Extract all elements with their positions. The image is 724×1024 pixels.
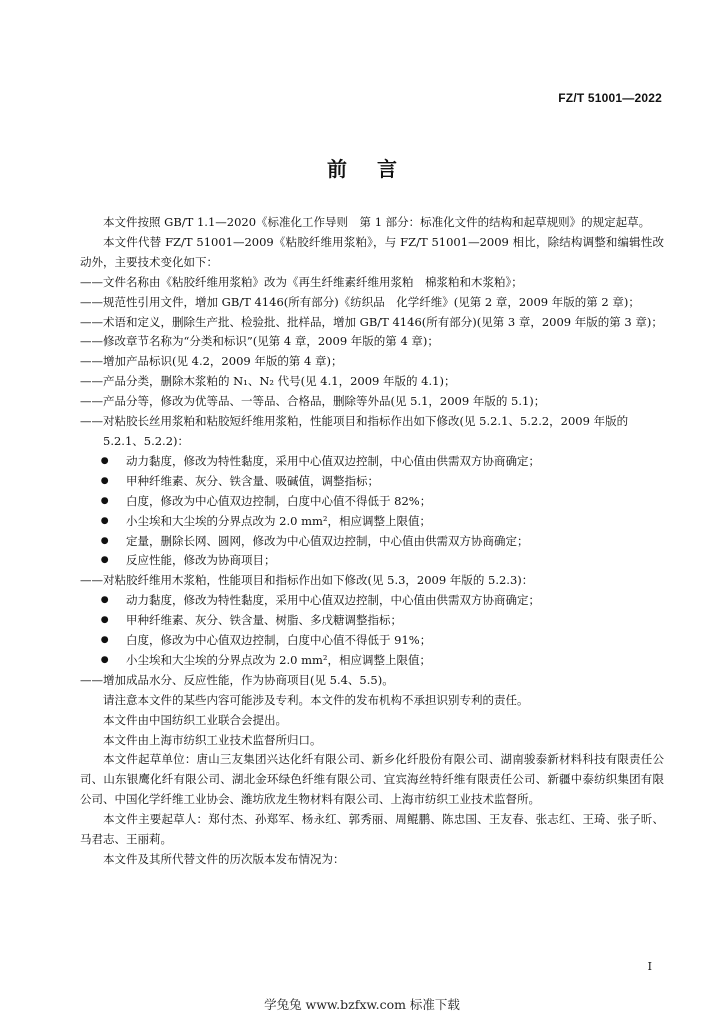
sub-item-text: 白度，修改为中心值双边控制，白度中心值不得低于 91%； (126, 633, 432, 648)
closing-paragraph: 本文件及其所代替文件的历次版本发布情况为： (103, 852, 345, 866)
sub-item-text: 定量，删除长网、圆网，修改为中心值双边控制，中心值由供需双方协商确定； (126, 533, 529, 548)
sub-item (80, 631, 664, 651)
sub-item (80, 472, 664, 492)
sub-item-text: 白度，修改为中心值双边控制，白度中心值不得低于 82%； (126, 493, 432, 508)
bullet-icon: ● (100, 455, 109, 466)
bullet-icon: ● (100, 555, 109, 566)
change-item: ——修改章节名称为“分类和标识”(见第 4 章，2009 年版的第 4 章)； (80, 334, 439, 349)
drafters: 本文件主要起草人：郑付杰、孙郑军、杨永红、郭秀丽、周鲲鹏、陈忠国、王友春、张志红、王琦、张子昕、马君志、王丽莉。 (80, 812, 664, 847)
sub-item-text: 小尘埃和大尘埃的分界点改为 2.0 mm²，相应调整上限值； (126, 652, 432, 667)
bullet-icon: ● (100, 654, 109, 665)
sub-item (80, 651, 664, 671)
page-number: I (647, 960, 652, 973)
closing-paragraph: 请注意本文件的某些内容可能涉及专利。本文件的发布机构不承担识别专利的责任。 (103, 692, 529, 707)
change-item: ——增加成品水分、反应性能，作为协商项目(见 5.4、5.5)。 (80, 672, 394, 687)
sub-item (80, 452, 664, 472)
sub-item-text: 反应性能，修改为协商项目； (126, 553, 276, 568)
change-list (80, 273, 664, 691)
change-item: ——对粘胶长丝用浆粕和粘胶短纤维用浆粕，性能项目和指标作出如下修改(见 5.2.1、5.2.2，2009 年版的 5.2.1、5.2.2)： (80, 414, 629, 448)
sub-item-text: 小尘埃和大尘埃的分界点改为 2.0 mm²，相应调整上限值； (126, 513, 432, 528)
closing-paragraph: 本文件由上海市纺织工业技术监督所归口。 (103, 732, 322, 747)
change-item: ——规范性引用文件，增加 GB/T 4146(所有部分)《纺织品 化学纤维》(见第 2 章，2009 年版的第 2 章)； (80, 294, 640, 309)
change-item: ——产品分类，删除木浆粕的 N₁、N₂ 代号(见 4.1，2009 年版的 4.1)； (80, 374, 456, 389)
sub-item (80, 532, 664, 552)
sub-item-text: 甲种纤维素、灰分、铁含量、吸碱值，调整指标； (126, 473, 379, 488)
sub-item-text: 动力黏度，修改为特性黏度，采用中心值双边控制，中心值由供需双方协商确定； (126, 593, 540, 608)
page-title: 前言 (327, 157, 427, 181)
watermark-text: 学兔兔 www.bzfxw.com 标准下载 (264, 997, 460, 1012)
change-item: ——文件名称由《粘胶纤维用浆粕》改为《再生纤维素纤维用浆粕 棉浆粕和木浆粕》； (80, 274, 523, 289)
bullet-icon: ● (100, 495, 109, 506)
bullet-icon: ● (100, 635, 109, 646)
bullet-icon: ● (100, 595, 109, 606)
change-item: ——术语和定义，删除生产批、检验批、批样品，增加 GB/T 4146(所有部分)(见第 3 章，2009 年版的第 3 章)； (80, 314, 663, 329)
bullet-icon: ● (100, 615, 109, 626)
drafting-units: 本文件起草单位：唐山三友集团兴达化纤有限公司、新乡化纤股份有限公司、湖南骏泰新材料科技有限责任公司、山东银鹰化纤有限公司、湖北金环绿色纤维有限公司、宜宾海丝特纤维有限责任公司、新疆中泰纺织集团有限公司、中国化学纤维工业协会、潍坊欣龙生物材料有限公司、上海市纺织工业技术监督所。 (80, 752, 664, 807)
standard-code: FZ/T 51001—2022 (558, 91, 662, 105)
change-item: ——产品分等，修改为优等品、一等品、合格品，删除等外品(见 5.1，2009 年版的 5.1)； (80, 394, 546, 409)
sub-item-text: 动力黏度，修改为特性黏度，采用中心值双边控制，中心值由供需双方协商确定； (126, 453, 540, 468)
bullet-icon: ● (100, 535, 109, 546)
change-item: ——对粘胶纤维用木浆粕，性能项目和指标作出如下修改(见 5.3，2009 年版的 5.2.3)： (80, 573, 534, 588)
preface-body (80, 213, 664, 870)
sub-item-text: 甲种纤维素、灰分、铁含量、树脂、多戊糖调整指标； (126, 613, 402, 628)
intro-paragraph: 本文件代替 FZ/T 51001—2009《粘胶纤维用浆粕》，与 FZ/T 51001—2009 相比，除结构调整和编辑性改动外，主要技术变化如下： (80, 234, 664, 269)
sub-item (80, 611, 664, 631)
bullet-icon: ● (100, 475, 109, 486)
sub-item (80, 591, 664, 611)
intro-paragraph: 本文件按照 GB/T 1.1—2020《标准化工作导则 第 1 部分：标准化文件的结构和起草规则》的规定起草。 (103, 215, 651, 229)
sub-item (80, 512, 664, 532)
sub-item (80, 551, 664, 571)
change-item: ——增加产品标识(见 4.2，2009 年版的第 4 章)； (80, 354, 343, 369)
bullet-icon: ● (100, 515, 109, 526)
closing-paragraph: 本文件由中国纺织工业联合会提出。 (103, 712, 287, 727)
sub-item (80, 492, 664, 512)
